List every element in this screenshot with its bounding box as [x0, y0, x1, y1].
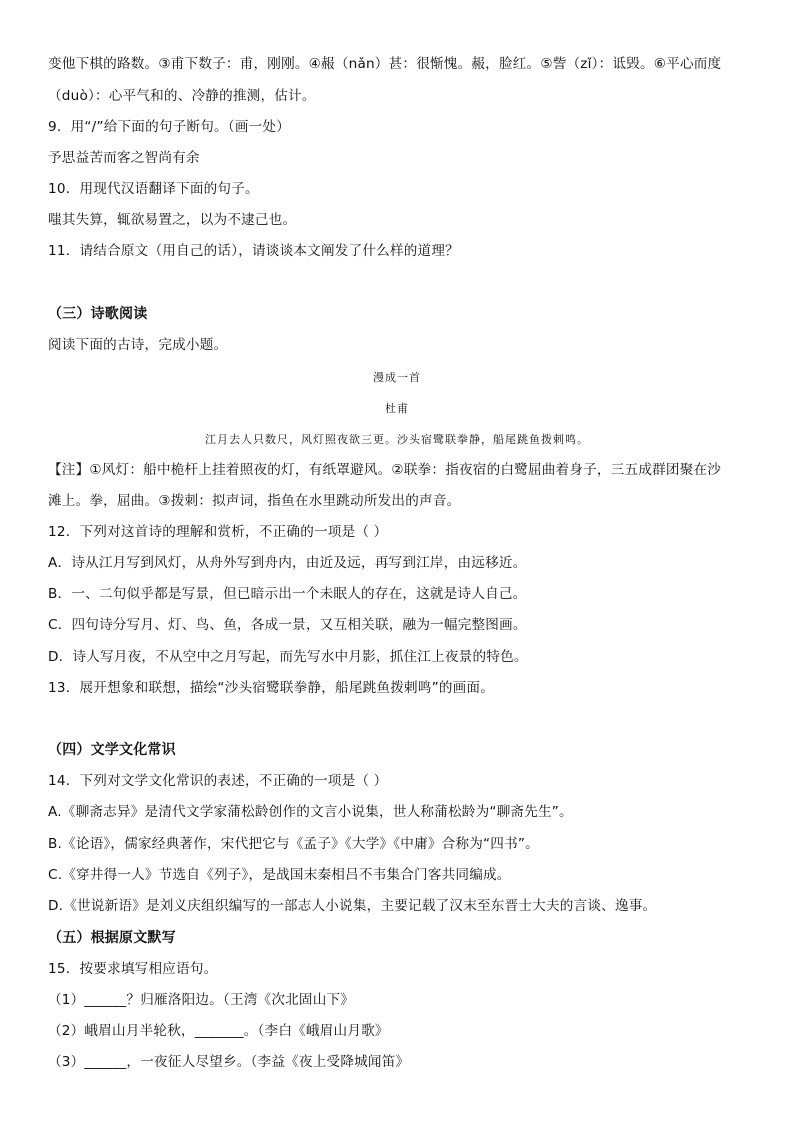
question-12: 12．下列对这首诗的理解和赏析，不正确的一项是（ ） — [48, 524, 388, 540]
question-10: 10．用现代汉语翻译下面的句子。 — [48, 181, 259, 197]
poem-note-line-1: 【注】①风灯：船中桅杆上挂着照夜的灯，有纸罩避风。②联拳：指夜宿的白鹭屈曲着身子，三五成群团聚在沙 — [48, 462, 722, 478]
question-15-item-3: （3）______，一夜征人尽望乡。（李益《夜上受降城闻笛》 — [48, 1054, 410, 1070]
question-14-option-b: B.《论语》，儒家经典著作，宋代把它与《孟子》《大学》《中庸》合称为“四书”。 — [48, 836, 539, 852]
question-12-option-d: D．诗人写月夜，不从空中之月写起，而先写水中月影，抓住江上夜景的特色。 — [48, 649, 528, 665]
question-15-item-1: （1）______？归雁洛阳边。（王湾《次北固山下》 — [48, 992, 355, 1008]
section-3-intro: 阅读下面的古诗，完成小题。 — [48, 337, 228, 353]
question-9: 9．用“/”给下面的句子断句。（画一处） — [48, 119, 291, 135]
poem-body: 江月去人只数尺，风灯照夜欲三更。沙头宿鹭联拳静，船尾跳鱼拨剌鸣。 — [205, 433, 589, 446]
question-9-text: 予思益苦而客之智尚有余 — [48, 150, 200, 166]
question-12-option-a: A．诗从江月写到风灯，从舟外写到舟内，由近及远，再写到江岸，由远移近。 — [48, 555, 527, 571]
poem-title: 漫成一首 — [373, 371, 421, 384]
section-3-heading: （三）诗歌阅读 — [48, 306, 148, 322]
section-5-heading: （五）根据原文默写 — [48, 930, 176, 946]
poem-author: 杜甫 — [385, 402, 409, 415]
question-14-option-c: C.《穿井得一人》节选自《列子》，是战国末秦相吕不韦集合门客共同编成。 — [48, 867, 511, 883]
question-14-option-d: D.《世说新语》是刘义庆组织编写的一部志人小说集，主要记载了汉末至东晋士大夫的言谈、逸事。 — [48, 898, 657, 914]
poem-note-line-2: 滩上。拳，屈曲。③拨刺：拟声词，指鱼在水里跳动所发出的声音。 — [48, 493, 461, 509]
annotation-line-1: 变他下棋的路数。③甫下数子：甫，刚刚。④赧（nǎn）甚：很惭愧。赧，脸红。⑤訾（zǐ）：诋毁。⑥平心而度 — [48, 56, 722, 72]
question-14: 14．下列对文学文化常识的表述，不正确的一项是（ ） — [48, 773, 388, 789]
question-12-option-b: B．一、二句似乎都是写景，但已暗示出一个未眠人的存在，这就是诗人自己。 — [48, 586, 527, 602]
question-10-text: 嗤其失算，辄欲易置之，以为不逮己也。 — [48, 212, 297, 228]
question-14-option-a: A.《聊斋志异》是清代文学家蒲松龄创作的文言小说集，世人称蒲松龄为“聊斋先生”。 — [48, 804, 573, 820]
question-11: 11．请结合原文（用自己的话），请谈谈本文阐发了什么样的道理？ — [48, 243, 459, 259]
section-4-heading: （四）文学文化常识 — [48, 742, 176, 758]
question-15: 15．按要求填写相应语句。 — [48, 961, 218, 977]
question-12-option-c: C．四句诗分写月、灯、鸟、鱼，各成一景，又互相关联，融为一幅完整图画。 — [48, 617, 527, 633]
question-13: 13．展开想象和联想，描绘“沙头宿鹭联拳静，船尾跳鱼拨剌鸣”的画面。 — [48, 680, 494, 696]
question-15-item-2: （2）峨眉山月半轮秋，_______。（李白《峨眉山月歌》 — [48, 1023, 389, 1039]
annotation-line-2: （duò）：心平气和的、冷静的推测，估计。 — [48, 88, 316, 104]
